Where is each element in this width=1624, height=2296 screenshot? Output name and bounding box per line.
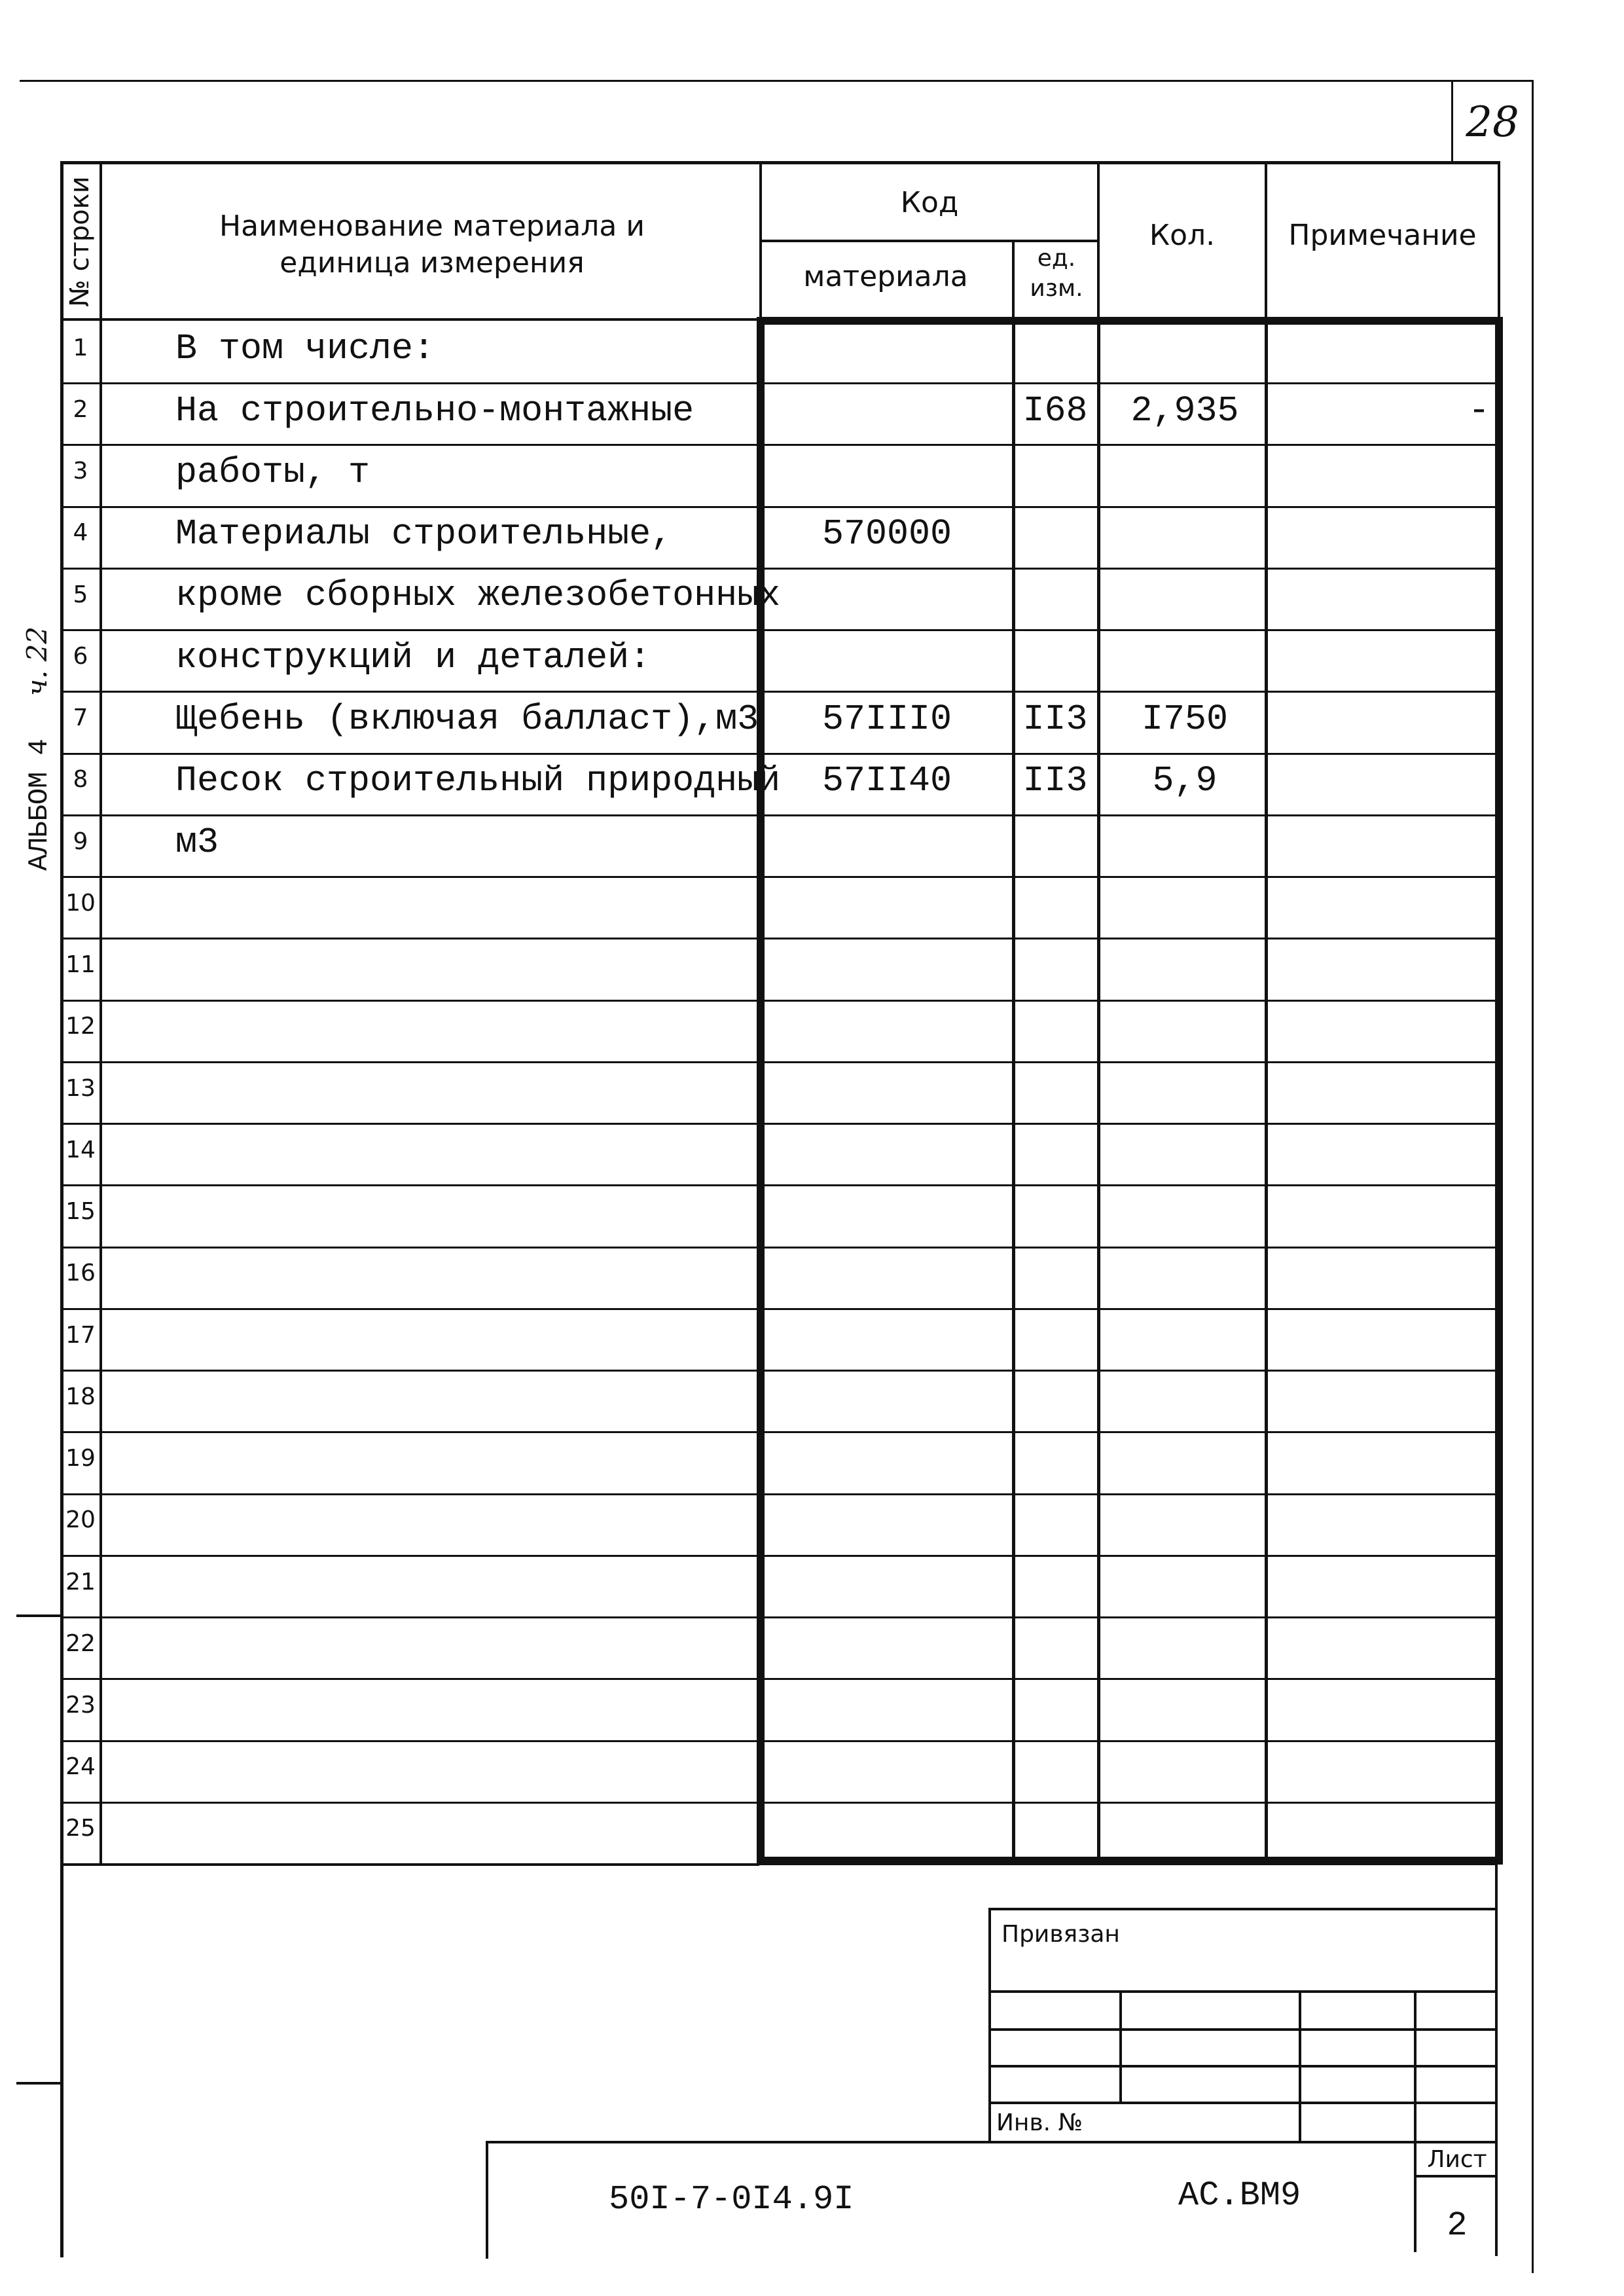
stamp-col-3 [1414,1990,1416,2252]
header-row-no: № строки [65,176,95,307]
row-divider [60,1184,1498,1186]
row-qty: 5,9 [1152,760,1218,801]
stamp-left [988,1908,991,2143]
row-name: Материалы строительные, [175,513,673,555]
row-name: В том числе: [175,328,435,369]
stamp-row-4 [988,2102,1498,2104]
body-frame-right [1495,317,1503,1865]
row-divider [60,876,1498,878]
table-top-border [60,161,1500,164]
stamp-row-3 [988,2065,1498,2068]
row-number: 21 [65,1569,96,1595]
row-name: конструкций и деталей: [175,637,651,678]
left-margin-tick-1 [16,1614,63,1617]
row-divider [60,1061,1498,1063]
row-divider [60,814,1498,816]
row-note: - [1468,390,1490,431]
row-number: 14 [65,1137,96,1163]
left-margin-tick-2 [16,2082,63,2085]
header-note: Примечание [1288,219,1477,252]
row-material-code: 57II40 [821,760,952,801]
body-frame-left [757,317,765,1865]
row-number: 1 [73,335,88,361]
row-divider [60,938,1498,939]
row-unit-code: II3 [1022,760,1088,801]
row-number: 15 [65,1198,96,1225]
doc-mark: АС.ВМ9 [1178,2176,1301,2215]
row-number: 18 [65,1383,96,1410]
row-qty: I750 [1141,699,1229,740]
header-code: Код [900,186,959,219]
row-divider [60,1123,1498,1125]
stamp-col-2 [1299,1990,1301,2143]
album-part-handwritten: ч. 22 [21,626,53,697]
header-name: Наименование материала и единица измерения [219,210,645,280]
row-number: 23 [65,1692,96,1719]
body-frame-top [757,317,1503,325]
body-divider-qty [1097,321,1100,1859]
row-number: 11 [65,951,96,978]
row-material-code: 570000 [821,513,952,555]
row-divider [60,1247,1498,1248]
doc-code: 50I-7-0I4.9I [609,2180,854,2219]
titlebar-left [486,2141,488,2259]
row-name: Песок строительный природный [175,760,781,801]
inv-no-label: Инв. № [996,2109,1083,2136]
row-divider [60,382,1498,384]
body-divider-unit [1012,321,1015,1859]
row-divider [60,1308,1498,1310]
row-divider [60,753,1498,755]
row-divider [60,1802,1498,1804]
header-bottom-border [60,318,759,321]
row-number: 19 [65,1445,96,1472]
row-qty: 2,935 [1130,390,1239,431]
row-number: 5 [73,581,88,608]
row-divider [60,691,1498,693]
row-unit-code: II3 [1022,699,1088,740]
row-number: 16 [65,1260,96,1286]
header-right-border [1498,162,1500,319]
row-name: Щебень (включая балласт),м3 [175,699,759,740]
rownum-col-divider [99,162,102,1865]
row-divider [60,1000,1498,1002]
row-number: 24 [65,1753,96,1780]
row-divider [60,1493,1498,1495]
row-number: 2 [73,396,88,423]
sheet-label-line [1414,2175,1498,2178]
row-name: работы, т [175,452,370,493]
row-number: 25 [65,1815,96,1842]
row-number: 10 [65,890,96,917]
page-number-box-left [1451,80,1453,164]
row-number: 6 [73,643,88,670]
header-divider-unit [1012,240,1015,319]
titlebar-top [486,2141,1498,2143]
row-divider [60,1616,1498,1618]
row-divider [60,1863,1498,1865]
row-number: 3 [73,458,88,484]
stamp-right [1495,1863,1498,2256]
row-divider [60,1370,1498,1372]
row-number: 12 [65,1013,96,1040]
sheet-label: Лист [1427,2146,1487,2173]
code-split-line [759,240,1100,242]
stamp-col-1 [1119,1990,1122,2103]
row-material-code: 57III0 [821,699,952,740]
row-number: 9 [73,828,88,855]
row-unit-code: I68 [1022,390,1088,431]
stamp-row-2 [988,2028,1498,2031]
album-label: АЛЬБОМ 4 [24,738,55,871]
row-name: На строительно-монтажные [175,390,695,431]
sheet-number: 2 [1447,2206,1468,2245]
linked-label: Привязан [1001,1921,1120,1948]
row-divider [60,444,1498,446]
row-divider [60,629,1498,631]
row-divider [60,506,1498,508]
body-divider-note [1265,321,1268,1859]
row-divider [60,568,1498,570]
row-number: 13 [65,1075,96,1102]
row-divider [60,1740,1498,1742]
row-number: 22 [65,1630,96,1657]
row-number: 20 [65,1506,96,1533]
album-side-label [21,627,55,871]
row-name: кроме сборных железобетонных [175,575,781,616]
row-number: 4 [73,519,88,546]
row-number: 8 [73,766,88,793]
row-name: м3 [175,822,219,863]
header-code-material: материала [803,260,968,293]
row-divider [60,1431,1498,1433]
row-number: 17 [65,1322,96,1349]
row-divider [60,1555,1498,1557]
row-divider [60,1678,1498,1680]
row-number: 7 [73,704,88,731]
stamp-top [988,1908,1498,1910]
top-border-line [20,80,1532,82]
page-number-handwritten: 28 [1466,98,1519,147]
header-code-unit: ед. изм. [1030,245,1083,302]
header-qty: Кол. [1149,219,1216,252]
page-right-border [1532,80,1534,2273]
stamp-row-1 [988,1990,1498,1993]
